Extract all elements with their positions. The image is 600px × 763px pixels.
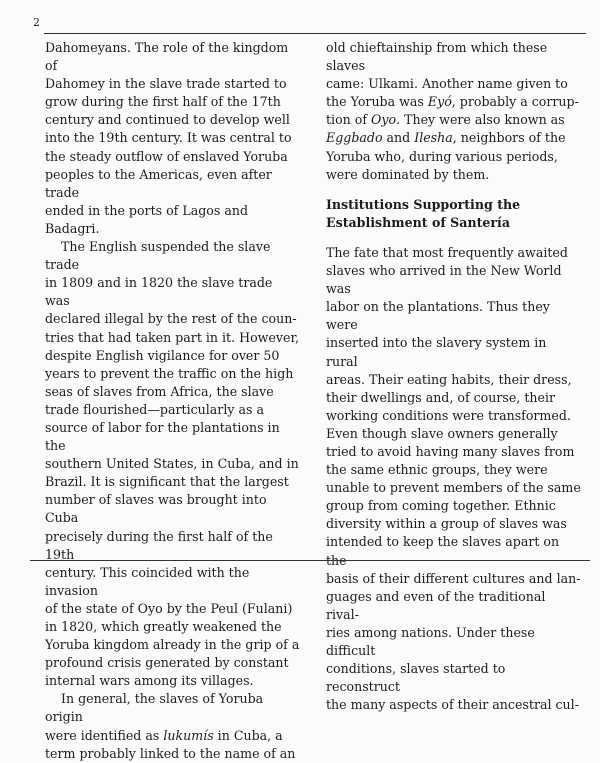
paragraph-text: and xyxy=(382,130,415,146)
paragraph-text: , neighbors of the Yoruba who, during various periods, were dominated by them. xyxy=(326,130,566,182)
paragraph-slave-trade: The English suspended the slave trade in 1809 and in 1820 the slave trade was declared illegal by the rest of the coun- tries that had taken part in it. However, despite English vigilance for over 50 years to prevent the traffic on the high seas of slaves from Africa, the slave trade flourished—particularly as a source of labor for the plantations in the southern United States, in Cuba, and in Brazil. It is significant that the largest number of slaves was brought into Cuba precisely during the first half of the 19th century. This coincided with the invasion of the state of Oyo by the Peul (Fulani) in 1820, which greatly weakened the Yoruba kingdom already in the grip of a profound crisis generated by constant internal wars among its villages. xyxy=(45,239,300,689)
page-number: 2 xyxy=(33,16,40,29)
paragraph-text: In general, the slaves of Yoruba origin were identified as xyxy=(45,691,264,743)
paragraph-text: old chieftainship from which these slaves came: Ulkami. Another name given to the Yoruba was xyxy=(326,40,568,110)
paragraph-text: . They were also known as xyxy=(396,112,565,128)
italic-term-oyo: Oyo xyxy=(371,112,397,128)
paragraph-text: in Cuba, a term probably linked to the name of an xyxy=(45,727,296,761)
paragraph-ulkami xyxy=(326,39,581,184)
paragraph-dahomey: Dahomeyans. The role of the kingdom of Dahomey in the slave trade started to grow during the first half of the 17th century and continued to develop well into the 19th century. It was central to the steady outflow of enslaved Yoruba peoples to the Americas, even after trade ended in the ports of Lagos and Badagri. xyxy=(45,40,292,236)
top-rule xyxy=(44,33,586,34)
paragraph-plantations: The fate that most frequently awaited slaves who arrived in the New World was labor on the plantations. Thus they were inserted into the slavery system in rural areas. Their eating habits, their dress, their dwellings and, of course, their working conditions were transformed. Even though slave owners generally tried to avoid having many slaves from the same ethnic groups, they were unable to prevent members of the same group from coming together. Ethnic diversity within a group of slaves was intended to keep the slaves apart on the basis of their different cultures and lan- guages and even of the traditional rival- ries among nations. Under these difficult conditions, slaves started to reconstruct the many aspects of their ancestral cul- xyxy=(326,244,581,713)
paragraph-lukumis xyxy=(45,690,300,762)
italic-term-eggbado: Eggbado xyxy=(326,130,383,146)
italic-term-ilesha: Ilesha xyxy=(414,130,453,146)
right-column xyxy=(326,39,581,714)
bottom-rule xyxy=(30,560,590,561)
section-heading: Institutions Supporting the Establishment of Santería xyxy=(326,196,521,230)
left-column xyxy=(45,39,300,763)
paragraph-text: , probably a corrup- tion of xyxy=(326,94,579,128)
italic-term-lukumis: lukumís xyxy=(163,727,214,743)
italic-term-eyo: Eyó xyxy=(427,94,452,110)
